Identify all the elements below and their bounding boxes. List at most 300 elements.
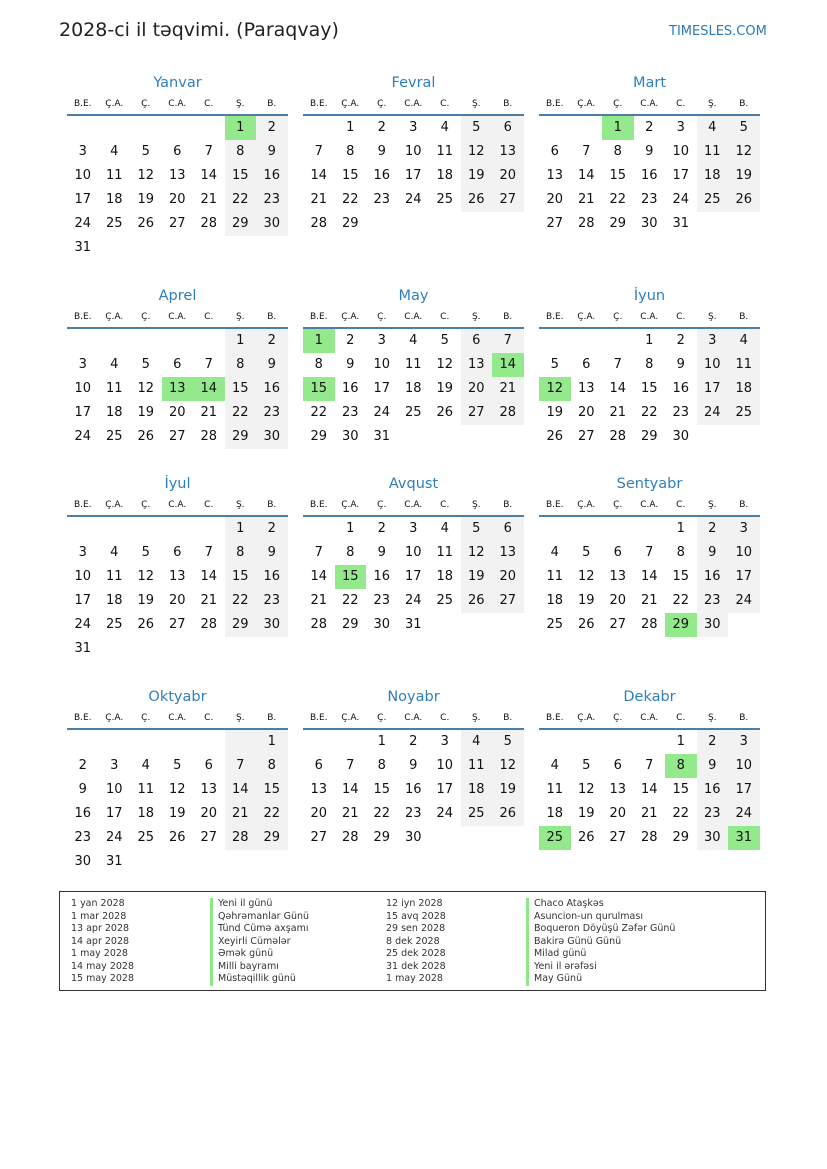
weekday-label: C. <box>440 312 450 322</box>
day-cell: 24 <box>74 429 92 444</box>
page-title: 2028-ci il təqvimi. (Paraqvay) <box>59 19 339 41</box>
day-cell: 5 <box>582 758 591 773</box>
day-cell: 25 <box>461 802 493 826</box>
day-cell: 28 <box>200 216 218 231</box>
day-cell: 16 <box>373 569 391 584</box>
day-cell: 9 <box>256 140 288 164</box>
weekday-label: Ş. <box>471 312 481 322</box>
day-cell: 26 <box>546 429 564 444</box>
holiday-day-cell: 13 <box>162 377 194 401</box>
day-cell: 15 <box>672 782 690 797</box>
day-cell: 27 <box>461 401 493 425</box>
day-cell: 18 <box>436 168 454 183</box>
day-cell: 18 <box>728 377 760 401</box>
day-cell: 1 <box>645 333 654 348</box>
weekday-label: C. <box>440 99 450 109</box>
holiday-name: Milli bayramı <box>210 961 309 974</box>
holiday-date: 12 iyn 2028 <box>386 898 443 909</box>
weekday-header <box>67 708 288 730</box>
day-cell: 27 <box>577 429 595 444</box>
day-cell: 18 <box>546 593 564 608</box>
weekday-label: B. <box>739 713 749 723</box>
day-cell: 2 <box>409 734 418 749</box>
weekday-label: C. <box>204 312 214 322</box>
day-cell: 22 <box>341 593 359 608</box>
day-cell: 22 <box>225 188 257 212</box>
day-cell: 21 <box>341 806 359 821</box>
day-cell: 7 <box>204 545 213 560</box>
day-cell: 8 <box>314 357 323 372</box>
day-cell: 28 <box>310 617 328 632</box>
day-cell: 16 <box>640 168 658 183</box>
day-cell: 23 <box>256 188 288 212</box>
weekday-header <box>539 307 760 329</box>
month-name: Sentyabr <box>616 476 683 492</box>
month-block <box>67 72 288 260</box>
weekday-header <box>539 708 760 730</box>
weekday-label: Ç. <box>141 500 151 510</box>
holiday-date: 31 dek 2028 <box>386 960 446 972</box>
day-grid <box>67 329 288 449</box>
day-cell: 6 <box>613 758 622 773</box>
day-cell: 27 <box>168 216 186 231</box>
day-cell: 11 <box>404 357 422 372</box>
day-cell: 22 <box>373 806 391 821</box>
day-cell: 11 <box>105 569 123 584</box>
day-cell: 26 <box>577 830 595 845</box>
day-cell: 26 <box>436 405 454 420</box>
day-cell: 9 <box>645 144 654 159</box>
day-cell: 2 <box>377 521 386 536</box>
empty-cell <box>99 116 131 140</box>
weekday-label: Ç. <box>377 312 387 322</box>
day-cell: 2 <box>676 333 685 348</box>
day-cell: 18 <box>105 192 123 207</box>
day-cell: 2 <box>256 116 288 140</box>
day-cell: 2 <box>78 758 87 773</box>
day-cell: 19 <box>461 565 493 589</box>
weekday-label: B.E. <box>73 99 92 109</box>
day-cell: 13 <box>492 541 524 565</box>
day-cell: 2 <box>256 329 288 353</box>
day-cell: 26 <box>461 589 493 613</box>
month-block <box>539 686 760 850</box>
day-cell: 6 <box>613 545 622 560</box>
day-cell: 10 <box>404 144 422 159</box>
day-cell: 17 <box>728 778 760 802</box>
day-cell: 12 <box>168 782 186 797</box>
day-cell: 6 <box>582 357 591 372</box>
weekday-label: Ç. <box>377 713 387 723</box>
weekday-label: Ç. <box>377 99 387 109</box>
day-cell: 24 <box>728 589 760 613</box>
day-cell: 28 <box>492 401 524 425</box>
day-cell: 25 <box>105 617 123 632</box>
empty-cell <box>99 517 131 541</box>
day-cell: 16 <box>74 806 92 821</box>
day-cell: 18 <box>404 381 422 396</box>
day-cell: 1 <box>346 521 355 536</box>
day-cell: 17 <box>436 782 454 797</box>
weekday-header <box>303 708 524 730</box>
holiday-date: 15 avq 2028 <box>386 910 446 922</box>
day-cell: 19 <box>546 405 564 420</box>
day-cell: 25 <box>436 593 454 608</box>
day-cell: 10 <box>672 144 690 159</box>
weekday-label: B.E. <box>73 500 92 510</box>
weekday-label: Ç. <box>377 500 387 510</box>
month-name: Aprel <box>158 288 197 304</box>
day-cell: 27 <box>492 589 524 613</box>
empty-cell <box>130 730 162 754</box>
day-cell: 6 <box>550 144 559 159</box>
weekday-label: Ş. <box>471 500 481 510</box>
day-cell: 10 <box>105 782 123 797</box>
day-cell: 3 <box>409 521 418 536</box>
empty-cell <box>539 329 571 353</box>
day-cell: 10 <box>728 754 760 778</box>
day-cell: 7 <box>492 329 524 353</box>
day-cell: 29 <box>609 216 627 231</box>
empty-cell <box>571 329 603 353</box>
day-grid <box>303 329 524 449</box>
day-cell: 14 <box>200 569 218 584</box>
day-cell: 3 <box>728 730 760 754</box>
day-cell: 3 <box>78 357 87 372</box>
day-cell: 5 <box>461 517 493 541</box>
day-cell: 3 <box>110 758 119 773</box>
day-cell: 6 <box>492 517 524 541</box>
day-cell: 11 <box>461 754 493 778</box>
day-cell: 12 <box>492 754 524 778</box>
weekday-label: C. <box>676 312 686 322</box>
day-cell: 1 <box>225 329 257 353</box>
day-cell: 5 <box>582 545 591 560</box>
day-cell: 3 <box>440 734 449 749</box>
holiday-date: 1 may 2028 <box>386 973 443 984</box>
day-cell: 1 <box>256 730 288 754</box>
weekday-label: Ç.A. <box>341 713 360 723</box>
holiday-legend <box>59 891 766 991</box>
weekday-label: C. <box>204 500 214 510</box>
weekday-label: Ç.A. <box>105 500 124 510</box>
day-cell: 22 <box>341 192 359 207</box>
holiday-name: Xeyirli Cümələr <box>210 936 309 949</box>
day-cell: 28 <box>310 216 328 231</box>
day-cell: 29 <box>225 212 257 236</box>
day-cell: 11 <box>546 569 564 584</box>
day-cell: 27 <box>546 216 564 231</box>
day-cell: 6 <box>492 116 524 140</box>
weekday-header <box>539 495 760 517</box>
empty-cell <box>634 730 666 754</box>
empty-cell <box>634 517 666 541</box>
day-cell: 29 <box>310 429 328 444</box>
day-cell: 17 <box>404 168 422 183</box>
legend-date-column <box>386 898 446 986</box>
day-cell: 4 <box>110 545 119 560</box>
day-cell: 1 <box>346 120 355 135</box>
weekday-label: C. <box>676 713 686 723</box>
holiday-name: Müstəqillik günü <box>210 973 309 986</box>
day-cell: 17 <box>697 377 729 401</box>
day-cell: 27 <box>609 830 627 845</box>
day-cell: 28 <box>200 617 218 632</box>
month-block <box>67 285 288 449</box>
weekday-label: Ç.A. <box>577 713 596 723</box>
day-cell: 18 <box>436 569 454 584</box>
day-cell: 11 <box>105 168 123 183</box>
day-cell: 23 <box>373 593 391 608</box>
weekday-label: Ç. <box>613 500 623 510</box>
weekday-label: B. <box>267 99 277 109</box>
day-cell: 17 <box>74 593 92 608</box>
day-cell: 5 <box>492 730 524 754</box>
day-cell: 8 <box>225 541 257 565</box>
day-cell: 12 <box>461 140 493 164</box>
day-cell: 30 <box>341 429 359 444</box>
day-cell: 5 <box>141 545 150 560</box>
day-cell: 7 <box>204 144 213 159</box>
weekday-label: Ç. <box>141 713 151 723</box>
weekday-label: Ş. <box>471 713 481 723</box>
day-grid <box>539 116 760 236</box>
weekday-label: C. <box>440 500 450 510</box>
day-cell: 14 <box>310 168 328 183</box>
weekday-label: Ç. <box>613 312 623 322</box>
day-cell: 17 <box>404 569 422 584</box>
weekday-label: Ş. <box>235 99 245 109</box>
day-cell: 20 <box>168 192 186 207</box>
day-cell: 16 <box>697 778 729 802</box>
day-grid <box>539 730 760 850</box>
legend-date-column <box>71 898 134 986</box>
day-cell: 8 <box>377 758 386 773</box>
day-cell: 9 <box>78 782 87 797</box>
day-cell: 25 <box>436 192 454 207</box>
brand-link[interactable]: TIMESLES.COM <box>669 24 767 39</box>
day-cell: 9 <box>697 541 729 565</box>
weekday-label: C.A. <box>168 99 187 109</box>
day-cell: 12 <box>461 541 493 565</box>
day-cell: 20 <box>461 377 493 401</box>
day-cell: 16 <box>672 381 690 396</box>
day-cell: 1 <box>377 734 386 749</box>
month-block <box>303 72 524 236</box>
day-cell: 17 <box>672 168 690 183</box>
day-cell: 4 <box>409 333 418 348</box>
day-cell: 21 <box>310 192 328 207</box>
day-cell: 2 <box>256 517 288 541</box>
weekday-label: C.A. <box>640 500 659 510</box>
weekday-header <box>303 495 524 517</box>
weekday-label: Ç.A. <box>577 500 596 510</box>
day-cell: 4 <box>550 545 559 560</box>
day-cell: 5 <box>141 144 150 159</box>
day-cell: 4 <box>550 758 559 773</box>
empty-cell <box>67 116 99 140</box>
day-cell: 30 <box>256 425 288 449</box>
weekday-label: Ş. <box>235 312 245 322</box>
day-cell: 8 <box>676 545 685 560</box>
day-cell: 7 <box>225 754 257 778</box>
day-cell: 29 <box>225 425 257 449</box>
weekday-label: C.A. <box>168 500 187 510</box>
day-cell: 27 <box>492 188 524 212</box>
weekday-label: C.A. <box>640 713 659 723</box>
day-cell: 12 <box>137 168 155 183</box>
day-cell: 5 <box>461 116 493 140</box>
day-cell: 9 <box>256 541 288 565</box>
day-cell: 6 <box>173 357 182 372</box>
day-cell: 17 <box>728 565 760 589</box>
day-cell: 4 <box>440 521 449 536</box>
weekday-header <box>303 94 524 116</box>
day-cell: 20 <box>200 806 218 821</box>
day-cell: 14 <box>577 168 595 183</box>
day-cell: 21 <box>577 192 595 207</box>
day-cell: 3 <box>697 329 729 353</box>
weekday-label: C. <box>440 713 450 723</box>
day-cell: 7 <box>613 357 622 372</box>
empty-cell <box>99 329 131 353</box>
day-cell: 12 <box>137 569 155 584</box>
day-grid <box>303 517 524 637</box>
day-cell: 19 <box>577 593 595 608</box>
day-cell: 1 <box>225 517 257 541</box>
day-cell: 13 <box>200 782 218 797</box>
weekday-label: C.A. <box>404 312 423 322</box>
weekday-label: B. <box>503 312 513 322</box>
month-name: Yanvar <box>153 75 202 91</box>
day-cell: 24 <box>404 192 422 207</box>
day-cell: 7 <box>645 758 654 773</box>
day-cell: 22 <box>640 405 658 420</box>
day-cell: 10 <box>373 357 391 372</box>
day-cell: 4 <box>461 730 493 754</box>
day-cell: 29 <box>225 613 257 637</box>
day-cell: 14 <box>640 569 658 584</box>
weekday-label: B. <box>739 500 749 510</box>
empty-cell <box>193 517 225 541</box>
day-cell: 3 <box>377 333 386 348</box>
day-cell: 21 <box>225 802 257 826</box>
day-cell: 1 <box>676 521 685 536</box>
holiday-date: 29 sen 2028 <box>386 923 446 934</box>
holiday-day-cell: 1 <box>602 116 634 140</box>
legend-name-column <box>210 898 309 986</box>
day-cell: 19 <box>137 192 155 207</box>
day-cell: 13 <box>168 569 186 584</box>
holiday-name: Bakirə Günü Günü <box>526 936 675 949</box>
day-cell: 12 <box>577 782 595 797</box>
weekday-label: C.A. <box>404 713 423 723</box>
weekday-label: B. <box>503 99 513 109</box>
day-cell: 20 <box>168 593 186 608</box>
empty-cell <box>67 730 99 754</box>
day-cell: 8 <box>346 545 355 560</box>
day-cell: 25 <box>546 617 564 632</box>
empty-cell <box>130 116 162 140</box>
day-cell: 29 <box>672 830 690 845</box>
weekday-label: Ç. <box>613 99 623 109</box>
month-name: Dekabr <box>623 689 676 705</box>
day-cell: 14 <box>640 782 658 797</box>
day-cell: 13 <box>461 353 493 377</box>
day-cell: 21 <box>200 405 218 420</box>
day-cell: 30 <box>373 617 391 632</box>
day-cell: 12 <box>436 357 454 372</box>
weekday-label: C.A. <box>168 312 187 322</box>
day-cell: 11 <box>436 545 454 560</box>
month-block <box>303 473 524 637</box>
day-cell: 26 <box>728 188 760 212</box>
day-cell: 8 <box>613 144 622 159</box>
day-cell: 6 <box>314 758 323 773</box>
day-cell: 29 <box>373 830 391 845</box>
day-cell: 24 <box>74 216 92 231</box>
holiday-day-cell: 31 <box>728 826 760 850</box>
holiday-name: May Günü <box>526 973 675 986</box>
day-cell: 10 <box>404 545 422 560</box>
holiday-day-cell: 14 <box>492 353 524 377</box>
day-cell: 23 <box>373 192 391 207</box>
weekday-header <box>539 94 760 116</box>
day-cell: 14 <box>609 381 627 396</box>
day-cell: 25 <box>728 401 760 425</box>
weekday-label: C. <box>204 99 214 109</box>
weekday-label: C.A. <box>640 99 659 109</box>
day-cell: 13 <box>492 140 524 164</box>
day-cell: 8 <box>225 140 257 164</box>
day-cell: 24 <box>404 593 422 608</box>
day-cell: 17 <box>105 806 123 821</box>
day-cell: 9 <box>697 754 729 778</box>
day-cell: 25 <box>404 405 422 420</box>
day-cell: 28 <box>341 830 359 845</box>
weekday-label: C.A. <box>640 312 659 322</box>
day-cell: 28 <box>577 216 595 231</box>
day-cell: 24 <box>672 192 690 207</box>
day-cell: 7 <box>346 758 355 773</box>
holiday-date: 1 yan 2028 <box>71 898 125 909</box>
day-cell: 18 <box>137 806 155 821</box>
weekday-label: B. <box>267 713 277 723</box>
weekday-label: Ş. <box>707 312 717 322</box>
day-cell: 10 <box>697 353 729 377</box>
legend-name-column <box>526 898 675 986</box>
holiday-day-cell: 29 <box>665 613 697 637</box>
day-cell: 31 <box>105 854 123 869</box>
day-cell: 4 <box>440 120 449 135</box>
day-cell: 7 <box>314 545 323 560</box>
day-cell: 24 <box>436 806 454 821</box>
day-cell: 11 <box>436 144 454 159</box>
day-cell: 13 <box>609 569 627 584</box>
month-block <box>539 72 760 236</box>
day-cell: 4 <box>728 329 760 353</box>
day-cell: 31 <box>672 216 690 231</box>
day-cell: 16 <box>256 164 288 188</box>
empty-cell <box>67 329 99 353</box>
weekday-label: B.E. <box>73 713 92 723</box>
day-cell: 13 <box>577 381 595 396</box>
empty-cell <box>99 730 131 754</box>
day-cell: 21 <box>200 593 218 608</box>
holiday-name: Qəhrəmanlar Günü <box>210 911 309 924</box>
empty-cell <box>303 730 335 754</box>
month-block <box>303 285 524 449</box>
